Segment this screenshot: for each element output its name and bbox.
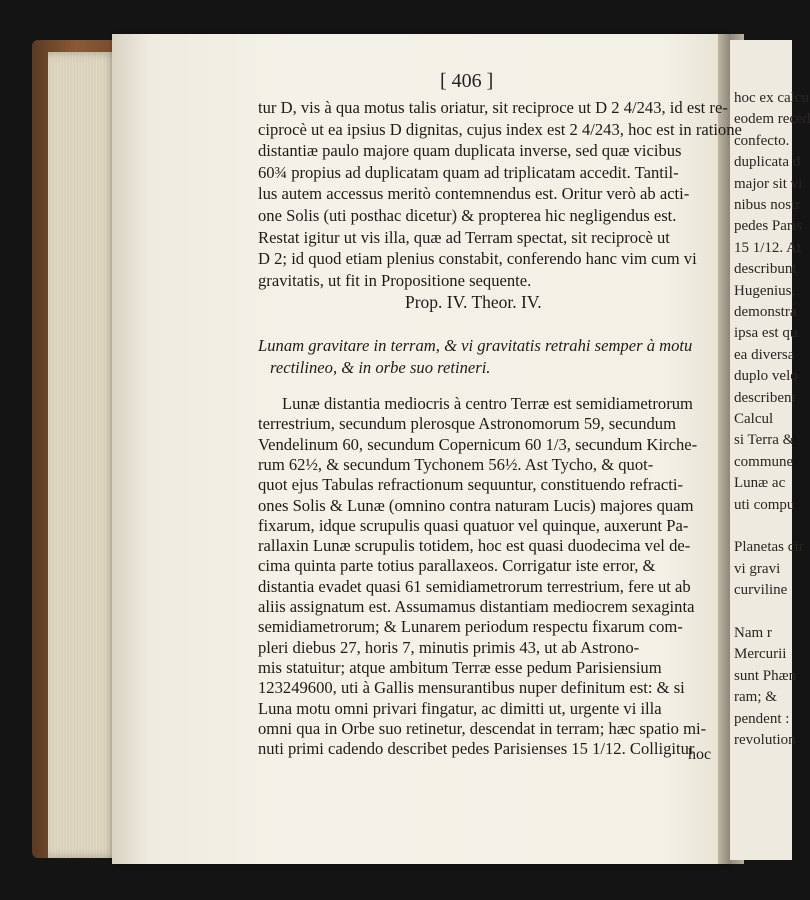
paragraph2-line: aliis assignatum est. Assumamus distantiam mediocrem sexaginta xyxy=(258,597,695,616)
paragraph1-line: distantiæ paulo majore quam duplicata inverse, sed quæ vicibus xyxy=(258,141,682,161)
paragraph1-line: one Solis (uti posthac dicetur) & propterea hic negligendus est. xyxy=(258,206,677,225)
paragraph2-line: 123249600, uti à Gallis mensurantibus nuper definitum est: & si xyxy=(258,678,685,698)
paragraph2-line: Luna motu omni privari fingatur, ac dimitti ut, urgente vi illa xyxy=(258,698,662,718)
right-page-line: confecto. xyxy=(734,132,790,149)
right-page-line: Mercurii xyxy=(734,646,787,663)
right-page-line: revolution xyxy=(734,732,796,748)
paragraph2-line: nuti primi cadendo describet pedes Parisienses 15 1/12. Colligitur xyxy=(258,739,695,759)
right-page-line: demonstra xyxy=(734,304,797,320)
right-page-line: describent xyxy=(734,389,796,406)
right-page-line: ipsa est qu xyxy=(734,325,798,342)
right-page-line: Hugenius, xyxy=(734,282,796,299)
right-page-line: ea diversa xyxy=(734,346,795,363)
paragraph2-line: fixarum, idque scrupulis quasi quatuor vel quinque, auxerunt Pa- xyxy=(258,515,689,535)
paragraph2-line: cima quinta parte totius parallaxeos. Corrigatur iste error, & xyxy=(258,556,656,576)
right-page-line: nibus nostr xyxy=(734,197,801,213)
paragraph2-line: mis statuitur; atque ambitum Terræ esse pedum Parisiensium xyxy=(258,657,662,677)
right-page-line: sunt Phæn xyxy=(734,667,797,684)
right-page-line: commune xyxy=(734,453,794,470)
paragraph1-line: 60¾ propius ad duplicatam quam ad triplicatam accedit. Tantil- xyxy=(258,162,679,182)
right-page-line: pendent : xyxy=(734,710,790,727)
right-page-line: describunt xyxy=(734,261,797,278)
page-number: [ 406 ] xyxy=(440,70,494,92)
paragraph2-line: ones Solis & Lunæ (omnino contra naturam Lucis) majores quam xyxy=(258,495,694,515)
paragraph1-line: lus autem accessus meritò contemnendus est. Oritur verò ab acti- xyxy=(258,184,690,204)
paragraph2-line: quot ejus Tabulas refractionum sequuntur, constituendo refracti- xyxy=(258,475,684,495)
right-page-line: si Terra & xyxy=(734,432,795,449)
paragraph2-line: omni qua in Orbe suo retinetur, descendat in terram; hæc spatio mi- xyxy=(258,718,707,738)
paragraph2-line: semidiametrorum; & Lunarem periodum respectu fixarum com- xyxy=(258,617,683,637)
right-page-line: uti compu xyxy=(734,496,795,513)
right-page-line: eodem reced xyxy=(734,111,810,128)
proposition-heading: Prop. IV. Theor. IV. xyxy=(405,292,542,312)
paragraph2-line: pleri diebus 27, horis 7, minutis primis 43, ut ab Astrono- xyxy=(258,637,640,657)
paragraph1-line: Restat igitur ut vis illa, quæ ad Terram spectat, sit reciprocè ut xyxy=(258,227,670,247)
right-page-line: Planetas cir xyxy=(734,539,804,556)
paragraph2-line: Lunæ distantia mediocris à centro Terræ est semidiametrorum xyxy=(282,394,693,413)
right-page-line: vi gravi xyxy=(734,560,781,577)
right-page-line: curviline xyxy=(734,582,788,599)
paragraph2-line: Vendelinum 60, secundum Copernicum 60 1/3, secundum Kirche- xyxy=(258,434,698,454)
right-page-line: hoc ex calcu xyxy=(734,90,809,106)
right-page-line: ram; & xyxy=(734,689,777,706)
paragraph2-line: rallaxin Lunæ scrupulis totidem, hoc est quasi duodecima vel de- xyxy=(258,536,691,556)
right-page-line: duplo velo xyxy=(734,368,798,385)
right-page-line: major sit vi xyxy=(734,175,803,192)
paragraph1-line: tur D, vis à qua motus talis oriatur, sit reciproce ut D 2 4/243, id est re- xyxy=(258,98,728,117)
paragraph1-line: D 2; id quod etiam plenius constabit, conferendo hanc vim cum vi xyxy=(258,249,697,269)
right-page-line: pedes Paris xyxy=(734,218,802,235)
proposition-line: rectilineo, & in orbe suo retineri. xyxy=(270,358,491,377)
paragraph1-line: ciprocè ut ea ipsius D dignitas, cujus index est 2 4/243, hoc est in ratione xyxy=(258,119,742,139)
right-page-line: Lunæ ac xyxy=(734,475,786,492)
paragraph2-line: terrestrium, secundum plerosque Astronomorum 59, secundum xyxy=(258,414,676,434)
paragraph2-line: rum 62½, & secundum Tychonem 56½. Ast Tycho, & quot- xyxy=(258,454,654,474)
paragraph1-line: gravitatis, ut fit in Propositione sequente. xyxy=(258,270,532,290)
proposition-line: Lunam gravitare in terram, & vi gravitatis retrahi semper à motu xyxy=(258,336,693,355)
right-page-line: duplicata d xyxy=(734,154,801,171)
right-page xyxy=(730,40,810,860)
page-edges xyxy=(48,52,118,858)
right-page-line: Nam r xyxy=(734,625,772,641)
catchword: hoc xyxy=(688,746,712,763)
paragraph2-line: distantia evadet quasi 61 semidiametrorum terrestrium, fere ut ab xyxy=(258,576,691,596)
right-page-line: 15 1/12. At xyxy=(734,239,802,256)
right-page-line: Calcul xyxy=(734,411,774,427)
